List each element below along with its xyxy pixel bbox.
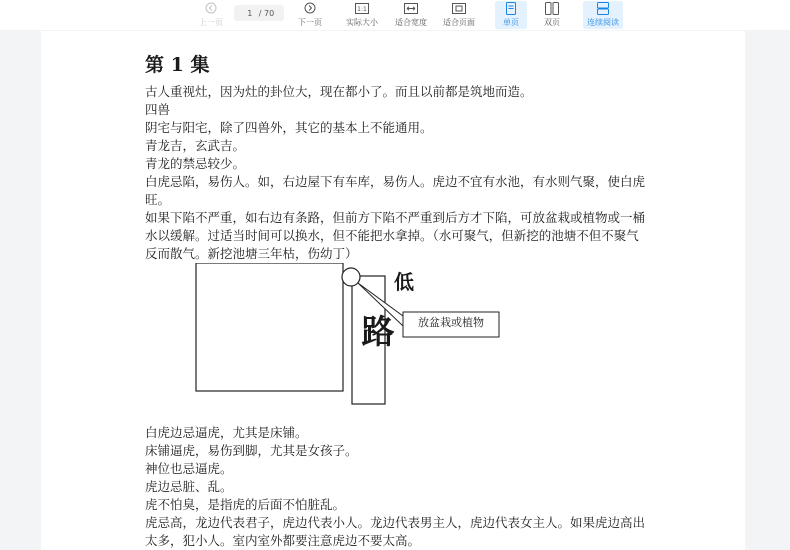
next-page-button[interactable]	[295, 1, 325, 29]
continuous-reading-button[interactable]	[583, 1, 623, 29]
continuous-reading-icon	[597, 1, 609, 15]
paragraph: 四兽	[145, 102, 171, 117]
paragraph: 白虎忌陷，易伤人。如，右边屋下有车库，易伤人。虎边不宜有水池，有水则气聚，使白虎旺。	[145, 174, 646, 207]
fit-width-button[interactable]	[393, 1, 429, 29]
paragraph: 古人重视灶，因为灶的卦位大，现在都小了。而且以前都是筑地而造。	[145, 84, 533, 99]
fit-width-label: 适合宽度	[395, 18, 427, 27]
fit-page-icon	[452, 1, 466, 15]
prev-page-label: 上一页	[199, 18, 223, 27]
paragraph: 如果下陷不严重，如右边有条路，但前方下陷不严重到后方才下陷，可放盆栽或植物或一桶水以缓解。过适当时间可以换水，但不能把水拿掉。（水可聚气，但新挖的池塘不但不聚气反而散气。新挖池塘三年枯，伤幼丁）	[145, 210, 646, 261]
callout-label: 放盆栽或植物	[418, 316, 484, 329]
corner-circle	[342, 268, 360, 286]
paragraph: 青龙的禁忌较少。	[145, 156, 246, 171]
actual-size-icon	[355, 1, 369, 15]
continuous-reading-label: 连续阅读	[587, 18, 619, 27]
svg-text:1:1: 1:1	[357, 5, 367, 13]
paragraph: 阴宅与阳宅，除了四兽外，其它的基本上不能通用。	[145, 120, 433, 135]
paragraph: 白虎边忌逼虎，尤其是床铺。	[145, 425, 308, 440]
next-page-label: 下一页	[298, 18, 322, 27]
single-page-label: 单页	[503, 18, 519, 27]
page-title: 第 1 集	[145, 54, 210, 76]
document-page	[41, 31, 745, 550]
single-page-icon	[506, 1, 516, 15]
paragraph: 神位也忌逼虎。	[145, 461, 233, 476]
paragraph: 虎忌高，龙边代表君子，虎边代表小人。龙边代表男主人，虎边代表女主人。如果虎边高出太多，犯小人。室内室外都要注意虎边不要太高。	[145, 515, 646, 548]
fit-page-button[interactable]	[441, 1, 477, 29]
page-total: / 70	[258, 8, 275, 18]
page-counter	[234, 5, 284, 21]
house-block	[196, 263, 343, 391]
fit-page-label: 适合页面	[443, 18, 475, 27]
chevron-left-icon	[205, 1, 217, 15]
double-page-button[interactable]	[537, 1, 567, 29]
chevron-right-icon	[304, 1, 316, 15]
fit-width-icon	[404, 1, 418, 15]
prev-page-button[interactable]	[196, 1, 226, 29]
paragraph: 青龙吉，玄武吉。	[145, 138, 246, 153]
road-label: 路	[361, 312, 395, 351]
viewer-toolbar	[0, 0, 790, 30]
paragraph: 虎边忌脏、乱。	[145, 479, 233, 494]
single-page-button[interactable]	[495, 1, 527, 29]
double-page-icon	[545, 1, 559, 15]
actual-size-label: 实际大小	[346, 18, 378, 27]
page-number-input[interactable]	[244, 9, 256, 18]
actual-size-button[interactable]	[344, 1, 380, 29]
paragraph: 床铺逼虎，易伤到脚，尤其是女孩子。	[145, 443, 358, 458]
double-page-label: 双页	[544, 18, 560, 27]
low-label: 低	[394, 270, 414, 294]
page-content	[145, 53, 651, 550]
house-road-diagram	[145, 263, 651, 424]
paragraph: 虎不怕臭，是指虎的后面不怕脏乱。	[145, 497, 346, 512]
